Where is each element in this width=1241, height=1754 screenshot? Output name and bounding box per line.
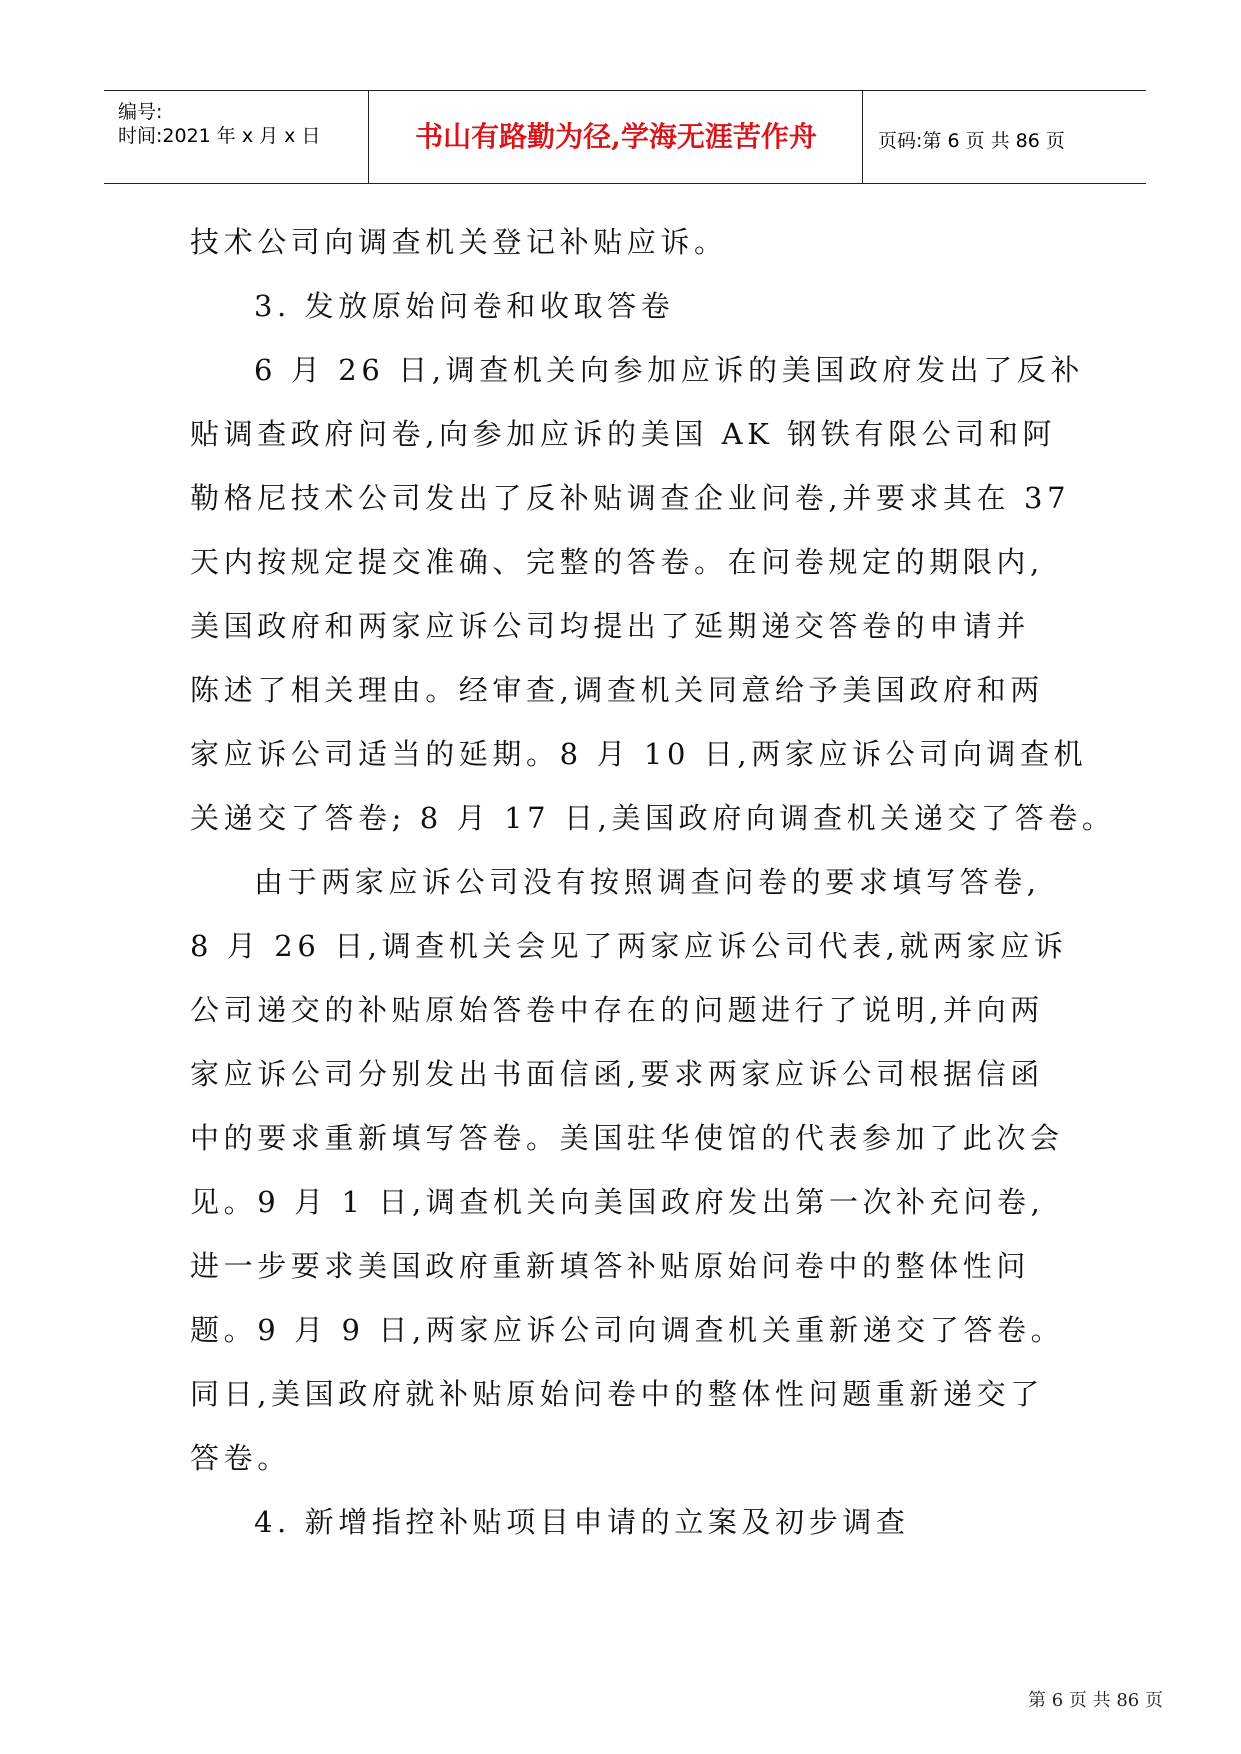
header-page-cell <box>864 91 1146 183</box>
body-line: 关递交了答卷; 8 月 17 日,美国政府向调查机关递交了答卷。 <box>190 801 1116 835</box>
body-line: 勒格尼技术公司发出了反补贴调查企业问卷,并要求其在 37 <box>190 481 1071 515</box>
document-body <box>190 210 1116 1554</box>
body-line: 陈述了相关理由。经审查,调查机关同意给予美国政府和两 <box>190 673 1044 707</box>
body-line: 进一步要求美国政府重新填答补贴原始问卷中的整体性问 <box>190 1249 1031 1283</box>
body-line: 题。9 月 9 日,两家应诉公司向调查机关重新递交了答卷。 <box>190 1313 1065 1347</box>
body-line: 公司递交的补贴原始答卷中存在的问题进行了说明,并向两 <box>190 993 1044 1027</box>
body-line: 3. 发放原始问卷和收取答卷 <box>254 289 675 323</box>
body-line: 家应诉公司适当的延期。8 月 10 日,两家应诉公司向调查机 <box>190 737 1088 771</box>
body-line: 美国政府和两家应诉公司均提出了延期递交答卷的申请并 <box>190 609 1031 643</box>
body-line: 天内按规定提交准确、完整的答卷。在问卷规定的期限内, <box>190 545 1044 579</box>
body-line: 同日,美国政府就补贴原始问卷中的整体性问题重新递交了 <box>190 1377 1044 1411</box>
header-page-code: 页码:第 6 页 共 86 页 <box>878 130 1065 152</box>
body-line: 贴调查政府问卷,向参加应诉的美国 AK 钢铁有限公司和阿 <box>190 417 1057 451</box>
body-line: 技术公司向调查机关登记补贴应诉。 <box>190 225 728 259</box>
body-line: 由于两家应诉公司没有按照调查问卷的要求填写答卷, <box>254 865 1041 899</box>
footer-page-number: 第 6 页 共 86 页 <box>1028 1690 1163 1711</box>
body-line: 6 月 26 日,调查机关向参加应诉的美国政府发出了反补 <box>254 353 1085 387</box>
body-line: 8 月 26 日,调查机关会见了两家应诉公司代表,就两家应诉 <box>190 929 1068 963</box>
page-header <box>104 90 1146 184</box>
header-motto: 书山有路勤为径,学海无涯苦作舟 <box>415 120 817 153</box>
header-meta-cell <box>104 91 369 183</box>
body-line: 答卷。 <box>190 1441 291 1475</box>
body-line: 4. 新增指控补贴项目申请的立案及初步调查 <box>254 1505 910 1539</box>
body-line: 家应诉公司分别发出书面信函,要求两家应诉公司根据信函 <box>190 1057 1044 1091</box>
body-line: 中的要求重新填写答卷。美国驻华使馆的代表参加了此次会 <box>190 1121 1064 1155</box>
page-footer <box>0 1686 1241 1712</box>
body-line: 见。9 月 1 日,调查机关向美国政府发出第一次补充问卷, <box>190 1185 1045 1219</box>
header-motto-cell <box>370 91 863 183</box>
document-time-label: 时间:2021 年 x 月 x 日 <box>118 125 321 147</box>
document-number-label: 编号: <box>118 101 163 123</box>
